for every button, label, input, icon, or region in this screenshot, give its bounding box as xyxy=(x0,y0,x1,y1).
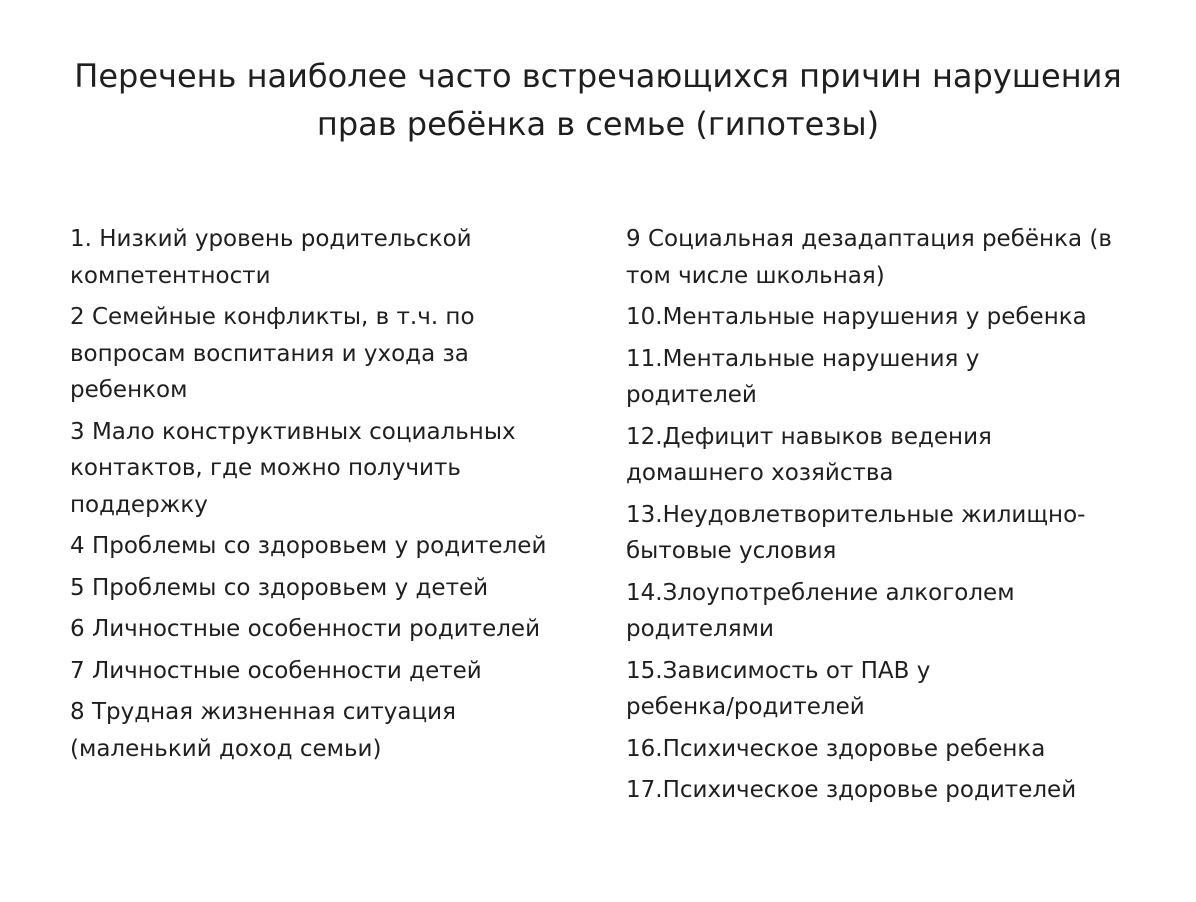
list-item-8 xyxy=(70,694,590,767)
list-item-line: вопросам воспитания и ухода за xyxy=(70,340,469,367)
list-item-line: 10.Ментальные нарушения у ребенка xyxy=(626,304,1087,330)
list-item-13 xyxy=(626,497,1156,570)
list-item-line: 13.Неудовлетворительные жилищно- xyxy=(626,501,1086,528)
list-item-16 xyxy=(626,731,1156,768)
list-item-12 xyxy=(626,419,1156,492)
list-item-line: бытовые условия xyxy=(626,538,837,564)
list-item-line: 8 Трудная жизненная ситуация xyxy=(70,699,456,725)
list-item-1 xyxy=(70,221,590,294)
list-item-line: компетентности xyxy=(70,262,271,289)
list-item-line: 11.Ментальные нарушения у xyxy=(626,345,980,372)
list-item-line: 1. Низкий уровень родительской xyxy=(70,226,472,252)
page-title xyxy=(40,52,1156,148)
right-column-list xyxy=(626,221,1156,814)
list-item-line: поддержку xyxy=(70,491,208,518)
list-item-line: родителями xyxy=(626,616,774,642)
list-item-line: 12.Дефицит навыков ведения xyxy=(626,423,992,450)
list-item-line: 4 Проблемы со здоровьем у родителей xyxy=(70,533,547,559)
list-item-line: 9 Социальная дезадаптация ребёнка (в xyxy=(626,226,1112,252)
list-item-10 xyxy=(626,299,1156,336)
list-item-line: том числе школьная) xyxy=(626,262,885,289)
list-item-3 xyxy=(70,414,590,524)
list-item-line: 3 Мало конструктивных социальных xyxy=(70,418,516,445)
list-item-9 xyxy=(626,221,1156,294)
list-item-line: ребенка/родителей xyxy=(626,694,865,720)
list-item-5 xyxy=(70,570,590,607)
list-item-line: 15.Зависимость от ПАВ у xyxy=(626,657,931,684)
list-item-line: 7 Личностные особенности детей xyxy=(70,657,482,684)
list-item-line: родителей xyxy=(626,382,757,408)
title-line-1: Перечень наиболее часто встречающихся причин нарушения xyxy=(74,57,1122,95)
list-item-6 xyxy=(70,611,590,648)
list-item-11 xyxy=(626,341,1156,414)
list-item-line: 2 Семейные конфликты, в т.ч. по xyxy=(70,304,475,330)
left-column-list xyxy=(70,221,590,772)
list-item-4 xyxy=(70,528,590,565)
list-item-line: 14.Злоупотребление алкоголем xyxy=(626,579,1015,606)
list-item-line: (маленький доход семьи) xyxy=(70,735,382,762)
list-item-line: 6 Личностные особенности родителей xyxy=(70,616,541,642)
list-item-2 xyxy=(70,299,590,409)
list-item-line: домашнего хозяйства xyxy=(626,460,894,486)
list-item-line: 5 Проблемы со здоровьем у детей xyxy=(70,574,489,601)
title-line-2: прав ребёнка в семье (гипотезы) xyxy=(316,105,880,143)
list-item-17 xyxy=(626,772,1156,809)
list-item-15 xyxy=(626,653,1156,726)
list-item-14 xyxy=(626,575,1156,648)
list-item-7 xyxy=(70,653,590,690)
list-item-line: контактов, где можно получить xyxy=(70,455,461,481)
list-item-line: ребенком xyxy=(70,377,188,403)
list-item-line: 17.Психическое здоровье родителей xyxy=(626,777,1077,803)
list-item-line: 16.Психическое здоровье ребенка xyxy=(626,735,1046,762)
